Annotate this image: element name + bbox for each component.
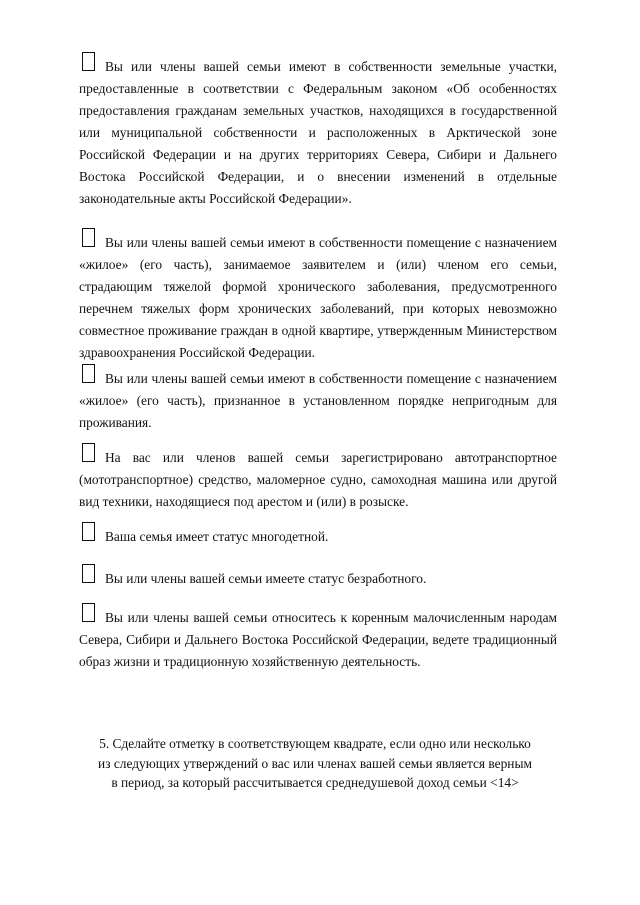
item-text: Ваша семья имеет статус многодетной. xyxy=(105,529,329,544)
item-text: На вас или членов вашей семьи зарегистрировано автотранспортное (мототранспортное) средство, маломерное судно, самоходная машина или другой вид техники, находящиеся под арестом и (или) в розыске. xyxy=(79,450,557,509)
section-5-instruction: 5. Сделайте отметку в соответствующем квадрате, если одно или несколько из следующих утверждений о вас или членах вашей семьи является верным в период, за который рассчитывается среднедушевой доход семьи <14> xyxy=(98,736,532,790)
item-text: Вы или члены вашей семьи имеют в собственности земельные участки, предоставленные в соответствии с Федеральным законом «Об особенностях предоставления гражданам земельных участков, находящихся в государственной или муниципальной собственности и расположенных в Арктической зоне Российской Федерации и на других территориях Севера, Сибири и Дальнего Востока Российской Федерации, и о внесении изменений в отдельные законодательные акты Российской Федерации». xyxy=(79,59,557,206)
item-text: Вы или члены вашей семьи относитесь к коренным малочисленным народам Севера, Сибири и Дальнего Востока Российской Федерации, ведете традиционный образ жизни и традиционную хозяйственную деятельность. xyxy=(79,610,557,669)
item-text: Вы или члены вашей семьи имеете статус безработного. xyxy=(105,571,427,586)
item-text: Вы или члены вашей семьи имеют в собственности помещение с назначением «жилое» (его часть), признанное в установленном порядке непригодным для проживания. xyxy=(79,371,557,430)
item-text: Вы или члены вашей семьи имеют в собственности помещение с назначением «жилое» (его часть), занимаемое заявителем и (или) членом его семьи, страдающим тяжелой формой хронического заболевания, предусмотренного перечнем тяжелых форм хронических заболеваний, при которых невозможно совместное проживание граждан в одной квартире, утвержденным Министерством здравоохранения Российской Федерации. xyxy=(79,235,557,360)
